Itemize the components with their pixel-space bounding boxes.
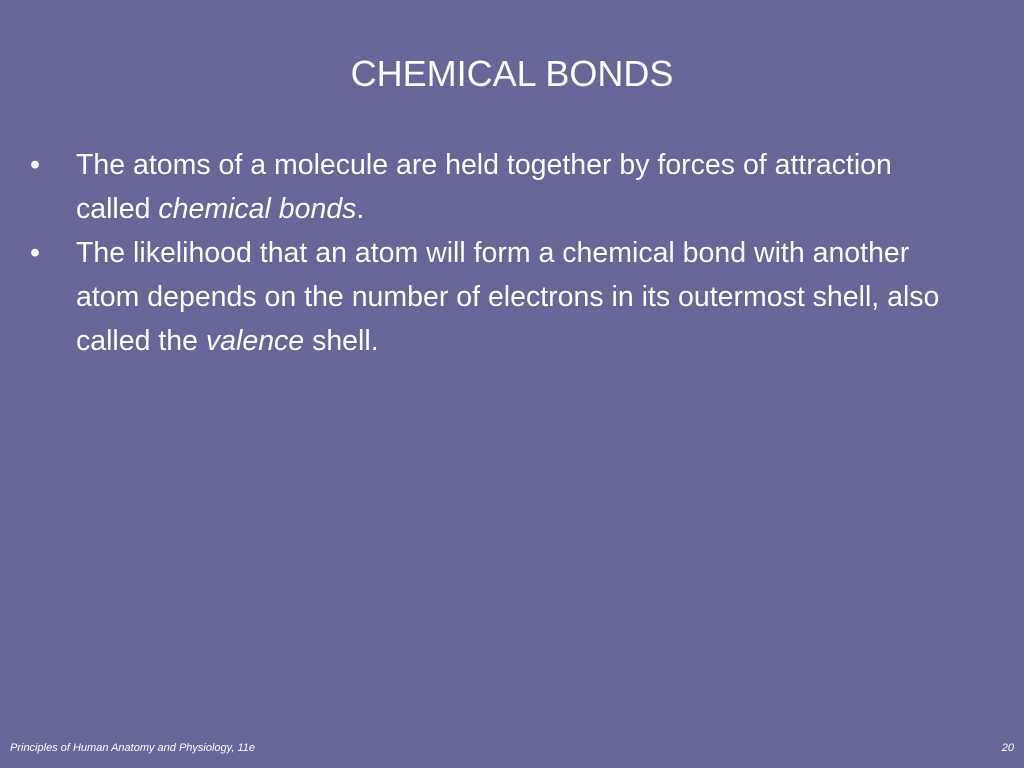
bullet-item-1 (30, 143, 970, 231)
bullet-2-text: The likelihood that an atom will form a chemical bond with another atom depends on the number of electrons in its outermost shell, also called the (76, 237, 940, 357)
bullet-item-2 (30, 231, 970, 363)
bullet-icon: • (30, 237, 40, 269)
bullet-2-emphasis: valence (205, 325, 305, 357)
bullet-2-text-end: shell. (304, 325, 379, 357)
page-number: 20 (1001, 742, 1014, 754)
bullet-1-emphasis: chemical bonds (158, 193, 357, 225)
footer-source: Principles of Human Anatomy and Physiology, 11e (10, 742, 255, 754)
bullet-1-text: The atoms of a molecule are held together by forces of attraction called (76, 149, 892, 225)
slide-title: CHEMICAL BONDS (350, 53, 674, 94)
bullet-list (30, 143, 970, 363)
bullet-1-text-end: . (356, 193, 365, 225)
bullet-icon: • (30, 149, 40, 181)
